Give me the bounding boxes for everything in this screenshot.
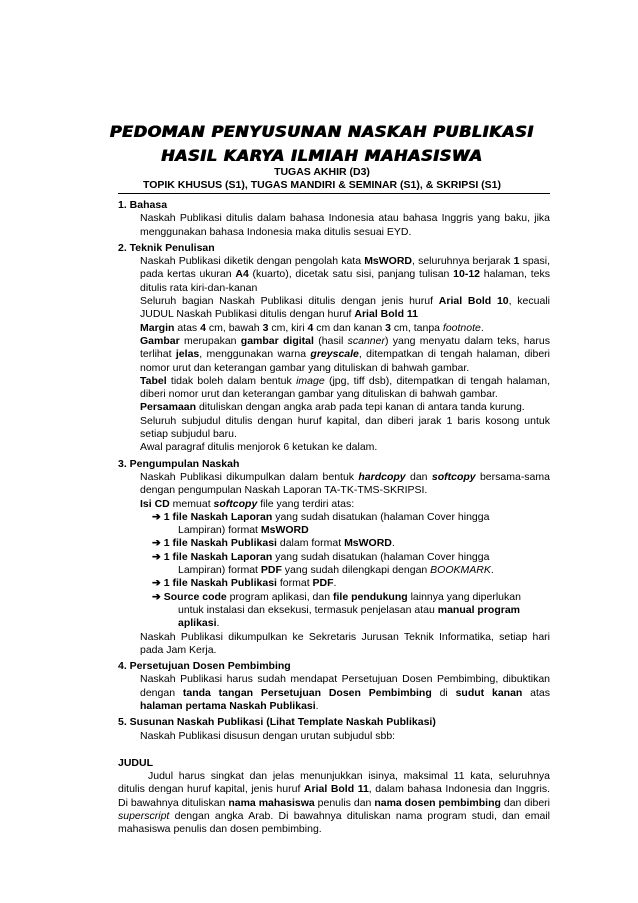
arrow-right-icon: ➔ [152, 537, 161, 550]
section-2-paragraph-paragraf: Awal paragraf ditulis menjorok 6 ketukan ke dalam. [140, 441, 378, 454]
section-2-heading: 2. Teknik Penulisan [118, 241, 215, 254]
arrow-right-icon: ➔ [152, 577, 161, 590]
document-title-line-2: HASIL KARYA ILMIAH MAHASISWA [161, 146, 483, 165]
cd-list-item-3-cont: Lampiran) format PDF yang sudah dilengkapi dengan BOOKMARK. [178, 564, 494, 577]
section-2-paragraph-gambar: Gambar merupakan gambar digital (hasil scanner) yang menyatu dalam teks, harus terlihat jelas, menggunakan warna greyscale, ditempatkan di tengah halaman, diberi nomor urut dan keterangan gambar yang dituliskan di bahwah gambar. [140, 334, 550, 374]
section-3-paragraph-kumpul: Naskah Publikasi dikumpulkan ke Sekretaris Jurusan Teknik Informatika, setiap hari pada Jam Kerja. [140, 630, 550, 656]
section-1-paragraph: Naskah Publikasi ditulis dalam bahasa Indonesia atau bahasa Inggris yang baku, jika menggunakan bahasa Indonesia maka ditulis sesuai EYD. [140, 212, 550, 238]
cd-list-item-1: ➔ 1 file Naskah Laporan yang sudah disatukan (halaman Cover hingga [152, 510, 490, 523]
arrow-right-icon: ➔ [152, 510, 161, 523]
section-2-paragraph-persamaan: Persamaan dituliskan dengan angka arab pada tepi kanan di antara tanda kurung. [140, 401, 525, 414]
section-2-paragraph-margin: Margin atas 4 cm, bawah 3 cm, kiri 4 cm dan kanan 3 cm, tanpa footnote. [140, 321, 484, 334]
cd-list-item-4: ➔ 1 file Naskah Publikasi format PDF. [152, 577, 337, 590]
document-title-line-1: PEDOMAN PENYUSUNAN NASKAH PUBLIKASI [109, 122, 535, 141]
section-3-heading: 3. Pengumpulan Naskah [118, 457, 240, 470]
section-2-paragraph-format: Naskah Publikasi diketik dengan pengolah kata MsWORD, seluruhnya berjarak 1 spasi, pada kertas ukuran A4 (kuarto), dicetak satu sisi, panjang tulisan 10-12 halaman, teks ditulis rata kiri-dan-kanan [140, 255, 550, 294]
cd-list-item-3: ➔ 1 file Naskah Laporan yang sudah disatukan (halaman Cover hingga [152, 550, 490, 563]
section-3-paragraph-isi-cd: Isi CD memuat softcopy file yang terdiri atas: [140, 497, 355, 510]
document-subtitle-line-1: TUGAS AKHIR (D3) [274, 166, 370, 178]
section-4-paragraph: Naskah Publikasi harus sudah mendapat Persetujuan Dosen Pembimbing, dibuktikan dengan tanda tangan Persetujuan Dosen Pembimbing di sudut kanan atas halaman pertama Naskah Publikasi. [140, 673, 550, 712]
arrow-right-icon: ➔ [152, 590, 161, 603]
section-2-paragraph-subjudul: Seluruh subjudul ditulis dengan huruf kapital, dan diberi jarak 1 baris kosong untuk setiap subjudul baru. [140, 414, 550, 441]
cd-list-item-5-cont: untuk instalasi dan eksekusi, termasuk penjelasan atau manual program [178, 603, 521, 616]
section-1-heading: 1. Bahasa [118, 199, 168, 211]
cd-list-item-5: ➔ Source code program aplikasi, dan file pendukung lainnya yang diperlukan [152, 590, 521, 603]
judul-paragraph: Judul harus singkat dan jelas menunjukkan isinya, maksimal 11 kata, seluruhnya ditulis dengan huruf kapital, jenis huruf Arial Bold 11, dalam bahasa Indonesia dan Inggris. Di bawahnya dituliskan nama mahasiswa penulis dan nama dosen pembimbing dan diberi superscript dengan angka Arab. Di bawahnya dituliskan nama program studi, dan email mahasiswa penulis dan dosen pembimbing. [118, 770, 550, 836]
document-subtitle-line-2: TOPIK KHUSUS (S1), TUGAS MANDIRI & SEMINAR (S1), & SKRIPSI (S1) [142, 179, 501, 191]
cd-list-item-5-cont-2: aplikasi. [178, 617, 220, 630]
judul-heading: JUDUL [118, 756, 154, 769]
cd-list-item-2: ➔ 1 file Naskah Publikasi dalam format MsWORD. [152, 537, 395, 550]
cd-list-item-1-cont: Lampiran) format MsWORD [178, 524, 309, 537]
section-3-paragraph-bentuk: Naskah Publikasi dikumpulkan dalam bentuk hardcopy dan softcopy bersama-sama dengan pengumpulan Naskah Laporan TA-TK-TMS-SKRIPSI. [140, 470, 550, 497]
title-divider [118, 193, 550, 194]
section-5-paragraph: Naskah Publikasi disusun dengan urutan subjudul sbb: [140, 729, 396, 742]
section-2-paragraph-tabel: Tabel tidak boleh dalam bentuk image (jpg, tiff dsb), ditempatkan di tengah halaman, diberi nomor urut dan keterangan gambar yang dituliskan di bahwah gambar. [140, 374, 550, 401]
section-4-heading: 4. Persetujuan Dosen Pembimbing [118, 660, 291, 673]
section-5-heading: 5. Susunan Naskah Publikasi (Lihat Template Naskah Publikasi) [118, 716, 436, 729]
document-body [118, 196, 550, 837]
section-2-paragraph-font: Seluruh bagian Naskah Publikasi ditulis dengan jenis huruf Arial Bold 10, kecuali JUDUL Naskah Publikasi ditulis dengan huruf Arial Bold 11 [140, 295, 550, 321]
arrow-right-icon: ➔ [152, 550, 161, 563]
